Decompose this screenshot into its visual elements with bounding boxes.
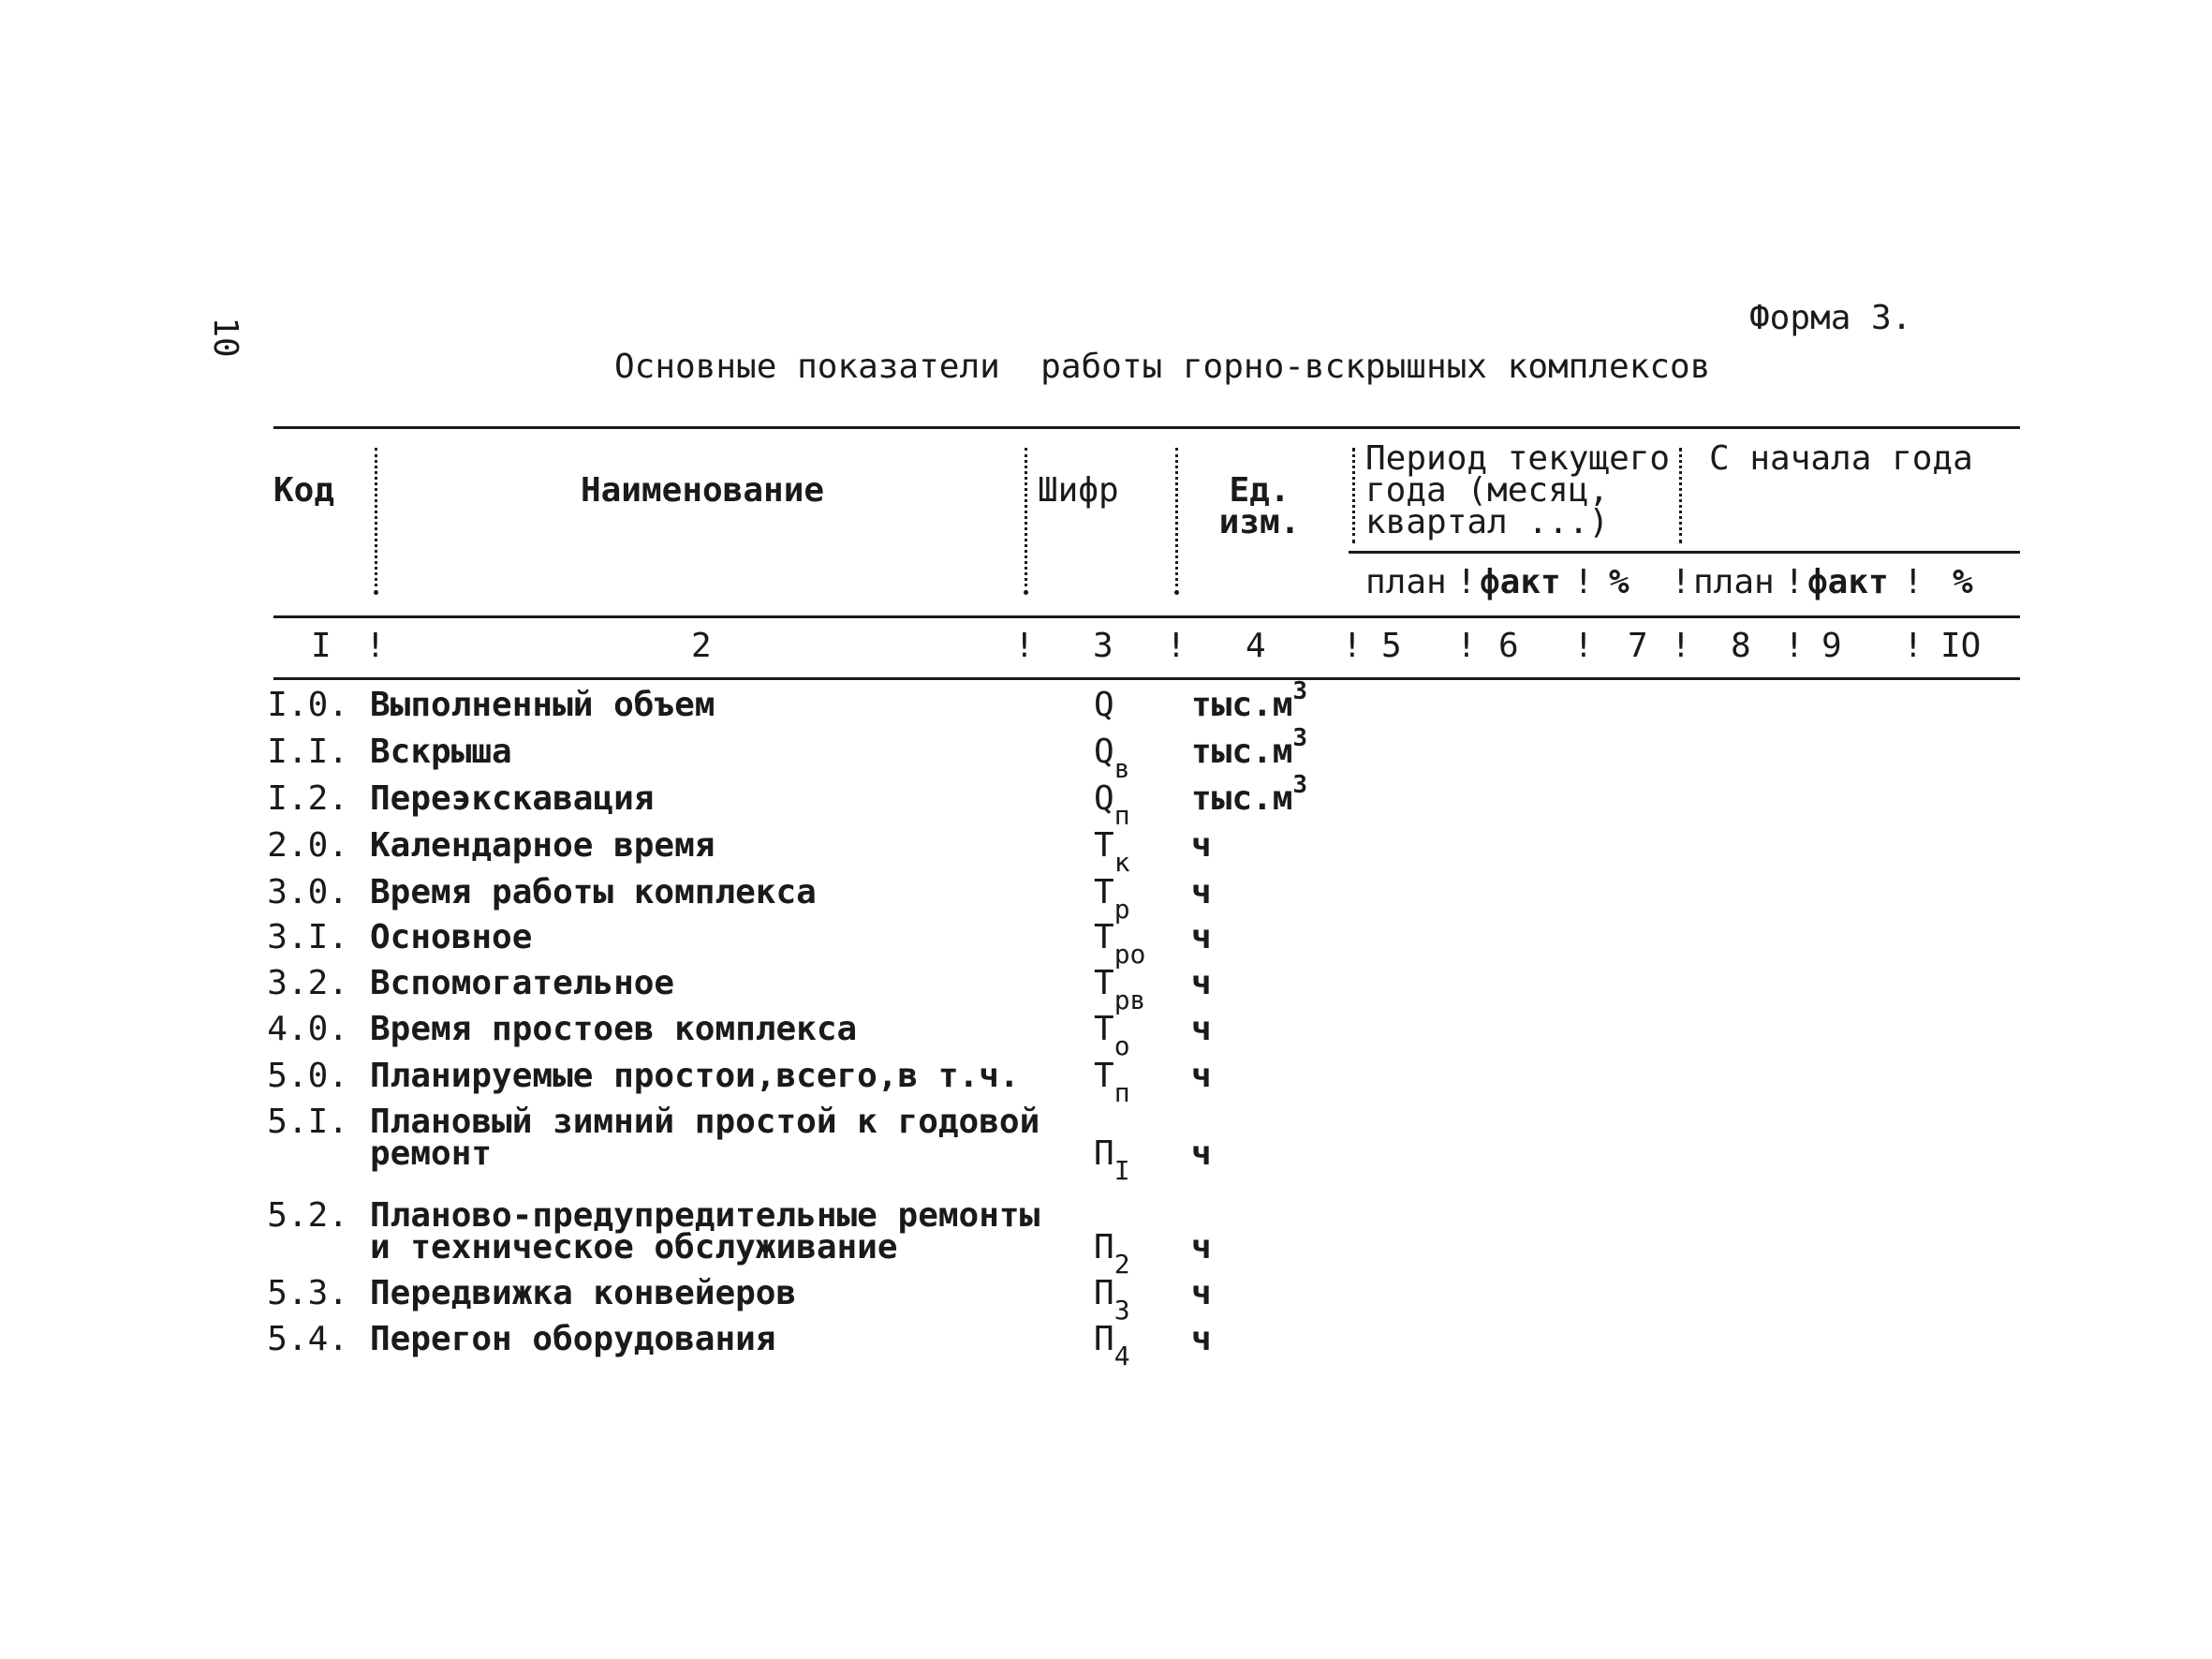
row-name: Передвижка конвейеров — [370, 1274, 797, 1312]
row-unit: ч — [1191, 1010, 1212, 1048]
row-code: 5.2. — [267, 1196, 348, 1235]
table-sub-rule — [1349, 551, 2020, 554]
colnum-sep-4: ! — [1342, 627, 1363, 665]
row-name: Вспомогательное — [370, 964, 675, 1002]
row-name: Календарное время — [370, 826, 715, 865]
colnum-5: 5 — [1381, 627, 1402, 665]
row-unit: $тыс.м^3$ — [1191, 724, 1308, 771]
form-label: Форма 3. — [1749, 299, 1912, 337]
subheader-fact-2: факт — [1807, 563, 1889, 601]
colnum-sep-6: ! — [1573, 627, 1594, 665]
row-unit: $тыс.м^3$ — [1191, 771, 1308, 818]
colnum-6: 6 — [1498, 627, 1519, 665]
row-unit: ч — [1191, 964, 1212, 1002]
page-number: 10 — [206, 317, 244, 358]
header-since-start: С начала года — [1709, 439, 1973, 478]
header-unit-line2: изм. — [1218, 503, 1301, 541]
colnum-sep-3: ! — [1166, 627, 1187, 665]
header-separator-5 — [1679, 448, 1682, 543]
row-code: 5.0. — [267, 1057, 348, 1095]
row-symbol: $Q_п$ — [1094, 779, 1130, 831]
row-symbol: $T_р$ — [1094, 873, 1130, 925]
row-symbol: $П_2$ — [1094, 1228, 1130, 1280]
header-separator-dot-1 — [374, 590, 378, 595]
row-unit: ч — [1191, 826, 1212, 865]
row-name: Основное — [370, 918, 533, 956]
row-name: Планируемые простои,всего,в т.ч. — [370, 1057, 1020, 1095]
row-code: 5.4. — [267, 1320, 348, 1358]
subheader-plan-2: план — [1693, 563, 1775, 601]
subheader-percent-2: % — [1953, 563, 1973, 601]
row-name: Переэкскавация — [370, 779, 655, 818]
subheader-sep-1: ! — [1456, 563, 1477, 601]
row-symbol: $П_I$ — [1094, 1134, 1130, 1186]
colnum-sep-8: ! — [1784, 627, 1805, 665]
header-separator-4 — [1352, 448, 1355, 543]
colnum-sep-9: ! — [1903, 627, 1924, 665]
subheader-plan-1: план — [1365, 563, 1447, 601]
colnum-sep-1: ! — [365, 627, 386, 665]
subheader-sep-3: ! — [1671, 563, 1691, 601]
subheader-fact-1: факт — [1480, 563, 1561, 601]
header-period-line3: квартал ...) — [1365, 503, 1610, 541]
row-code: I.0. — [267, 686, 348, 724]
row-unit: ч — [1191, 1320, 1212, 1358]
row-name: Плановый зимний простой к годовой — [370, 1103, 1040, 1141]
header-name: Наименование — [580, 471, 825, 510]
colnum-1: I — [311, 627, 332, 665]
row-symbol: $T_о$ — [1094, 1010, 1130, 1061]
subheader-sep-4: ! — [1784, 563, 1805, 601]
header-separator-2 — [1025, 448, 1027, 593]
row-name: Время простоев комплекса — [370, 1010, 858, 1048]
row-symbol: $П_4$ — [1094, 1320, 1130, 1371]
row-name: Планово-предупредительные ремонты — [370, 1196, 1040, 1235]
row-unit: ч — [1191, 1274, 1212, 1312]
row-symbol: $П_3$ — [1094, 1274, 1130, 1326]
subheader-percent-1: % — [1609, 563, 1630, 601]
row-code: 5.3. — [267, 1274, 348, 1312]
table-header-rule — [273, 615, 2020, 618]
table-top-rule — [273, 426, 2020, 429]
row-name: Выполненный объем — [370, 686, 715, 724]
row-unit: ч — [1191, 1134, 1212, 1173]
row-name-continued: и техническое обслуживание — [370, 1228, 898, 1266]
header-separator-1 — [375, 448, 377, 593]
header-period-line2: года (месяц, — [1365, 471, 1610, 510]
table-number-rule — [273, 677, 2020, 680]
row-code: 4.0. — [267, 1010, 348, 1048]
row-code: 5.I. — [267, 1103, 348, 1141]
subheader-sep-2: ! — [1573, 563, 1594, 601]
row-name: Вскрыша — [370, 733, 512, 771]
row-code: 2.0. — [267, 826, 348, 865]
row-symbol: $T_к$ — [1094, 826, 1130, 878]
colnum-sep-2: ! — [1014, 627, 1035, 665]
row-symbol: $T_{ро}$ — [1094, 918, 1146, 970]
header-separator-3 — [1175, 448, 1178, 593]
row-name: Время работы комплекса — [370, 873, 817, 911]
colnum-sep-5: ! — [1456, 627, 1477, 665]
header-code: Код — [273, 471, 335, 510]
row-symbol: Q — [1094, 686, 1114, 724]
colnum-10: IO — [1940, 627, 1982, 665]
colnum-4: 4 — [1246, 627, 1266, 665]
row-code: 3.2. — [267, 964, 348, 1002]
header-separator-dot-3 — [1174, 590, 1179, 595]
row-symbol: $Q_в$ — [1094, 733, 1130, 784]
row-unit: ч — [1191, 1228, 1212, 1266]
colnum-7: 7 — [1628, 627, 1648, 665]
row-name-continued: ремонт — [370, 1134, 493, 1173]
document-title: Основные показатели работы горно-вскрышных комплексов — [614, 348, 1711, 386]
row-code: I.I. — [267, 733, 348, 771]
header-unit-line1: Ед. — [1229, 471, 1290, 510]
header-cipher: Шифр — [1038, 471, 1119, 510]
row-code: I.2. — [267, 779, 348, 818]
row-code: 3.0. — [267, 873, 348, 911]
header-separator-dot-2 — [1024, 590, 1028, 595]
colnum-sep-7: ! — [1671, 627, 1691, 665]
row-name: Перегон оборудования — [370, 1320, 776, 1358]
row-unit: ч — [1191, 1057, 1212, 1095]
row-code: 3.I. — [267, 918, 348, 956]
row-unit: $тыс.м^3$ — [1191, 677, 1308, 724]
colnum-9: 9 — [1821, 627, 1842, 665]
row-unit: ч — [1191, 918, 1212, 956]
colnum-8: 8 — [1731, 627, 1751, 665]
row-symbol: $T_п$ — [1094, 1057, 1130, 1108]
row-unit: ч — [1191, 873, 1212, 911]
subheader-sep-5: ! — [1903, 563, 1924, 601]
colnum-3: 3 — [1093, 627, 1113, 665]
header-period-line1: Период текущего — [1365, 439, 1671, 478]
row-symbol: $T_{рв}$ — [1094, 964, 1146, 1015]
colnum-2: 2 — [691, 627, 712, 665]
